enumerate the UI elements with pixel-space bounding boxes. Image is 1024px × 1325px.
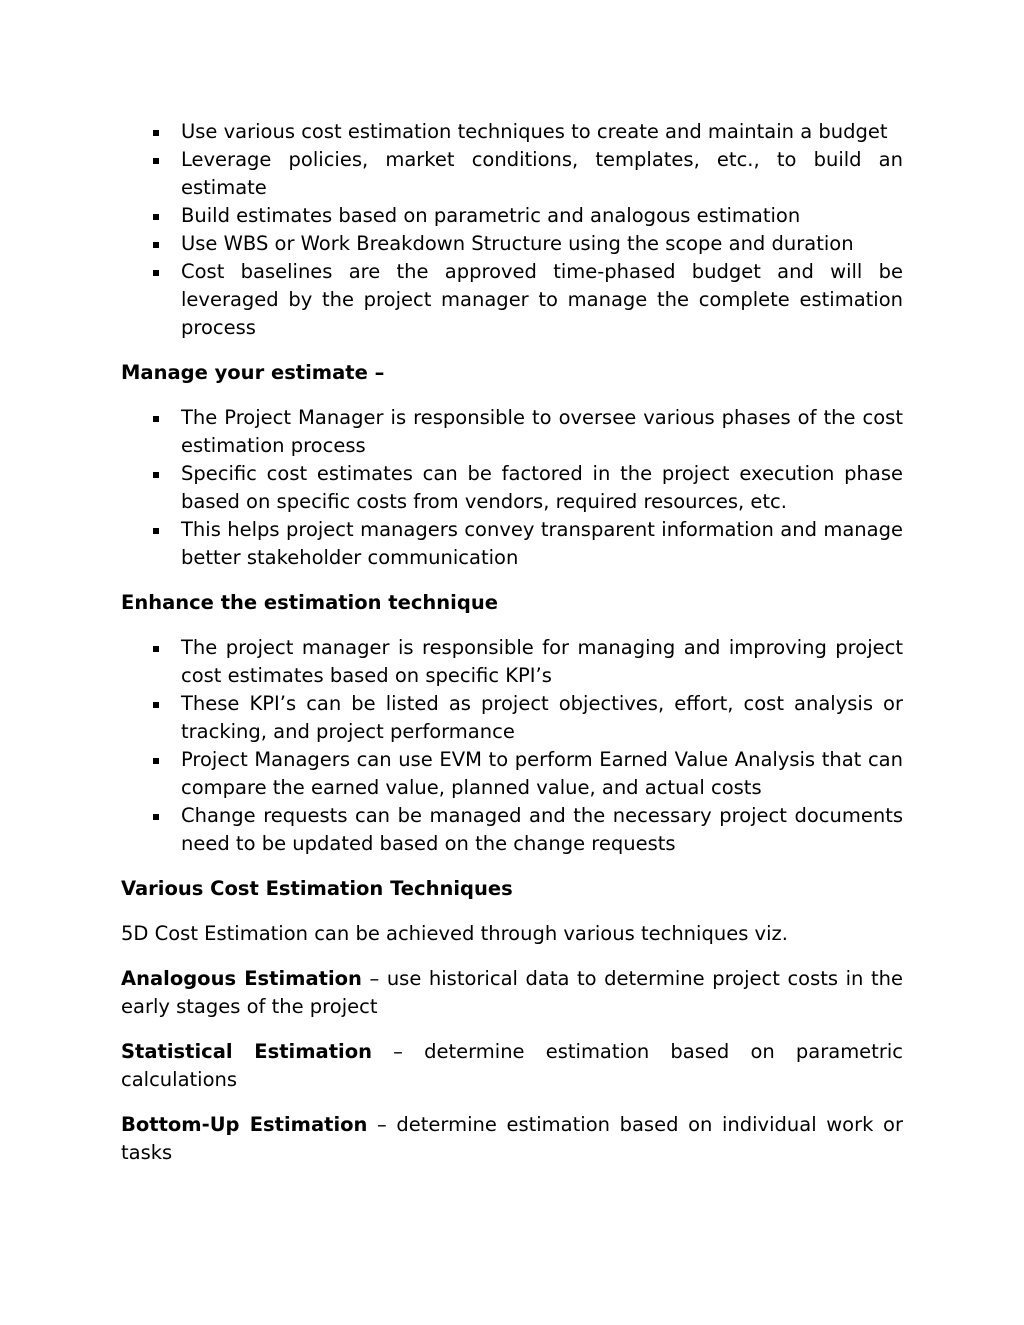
list-item: The project manager is responsible for managing and improving project cost estimates based on specific KPI’s: [181, 634, 903, 690]
bullet-square-icon: [153, 814, 159, 820]
list-item: Use WBS or Work Breakdown Structure using the scope and duration: [181, 230, 903, 258]
bullet-square-icon: [153, 702, 159, 708]
section-heading-techniques: Various Cost Estimation Techniques: [121, 877, 513, 900]
technique-description: – determine estimation based on individual work or tasks: [121, 1113, 903, 1164]
bullet-square-icon: [153, 758, 159, 764]
bullet-square-icon: [153, 472, 159, 478]
technique-term: Bottom-Up Estimation: [121, 1113, 368, 1136]
technique-analogous: [121, 965, 903, 1021]
technique-description: – use historical data to determine project costs in the early stages of the project: [121, 967, 903, 1018]
bullet-square-icon: [153, 130, 159, 136]
bullet-square-icon: [153, 528, 159, 534]
list-item: Leverage policies, market conditions, templates, etc., to build an estimate: [181, 146, 903, 202]
technique-bottom-up: [121, 1111, 903, 1167]
bullet-square-icon: [153, 158, 159, 164]
bullet-square-icon: [153, 646, 159, 652]
document-page: [121, 118, 903, 1167]
technique-term: Statistical Estimation: [121, 1040, 372, 1063]
techniques-intro: 5D Cost Estimation can be achieved through various techniques viz.: [121, 922, 788, 945]
bullet-square-icon: [153, 270, 159, 276]
section-heading-manage-estimate: Manage your estimate –: [121, 361, 385, 384]
technique-description: – determine estimation based on parametric calculations: [121, 1040, 903, 1091]
list-item: The Project Manager is responsible to oversee various phases of the cost estimation process: [181, 404, 903, 460]
bullet-square-icon: [153, 242, 159, 248]
list-item: This helps project managers convey transparent information and manage better stakeholder communication: [181, 516, 903, 572]
bullet-square-icon: [153, 214, 159, 220]
list-item: Build estimates based on parametric and analogous estimation: [181, 202, 903, 230]
list-item: Change requests can be managed and the necessary project documents need to be updated based on the change requests: [181, 802, 903, 858]
enhance-technique-list: [121, 634, 903, 858]
technique-statistical: [121, 1038, 903, 1094]
list-item: Use various cost estimation techniques to create and maintain a budget: [181, 118, 903, 146]
list-item: Project Managers can use EVM to perform Earned Value Analysis that can compare the earned value, planned value, and actual costs: [181, 746, 903, 802]
section-heading-enhance-technique: Enhance the estimation technique: [121, 591, 498, 614]
bullet-square-icon: [153, 416, 159, 422]
list-item: These KPI’s can be listed as project objectives, effort, cost analysis or tracking, and project performance: [181, 690, 903, 746]
manage-estimate-list: [121, 404, 903, 572]
list-item: Specific cost estimates can be factored in the project execution phase based on specific costs from vendors, required resources, etc.: [181, 460, 903, 516]
technique-term: Analogous Estimation: [121, 967, 362, 990]
estimation-bullet-list: [121, 118, 903, 342]
list-item: Cost baselines are the approved time-phased budget and will be leveraged by the project manager to manage the complete estimation process: [181, 258, 903, 342]
